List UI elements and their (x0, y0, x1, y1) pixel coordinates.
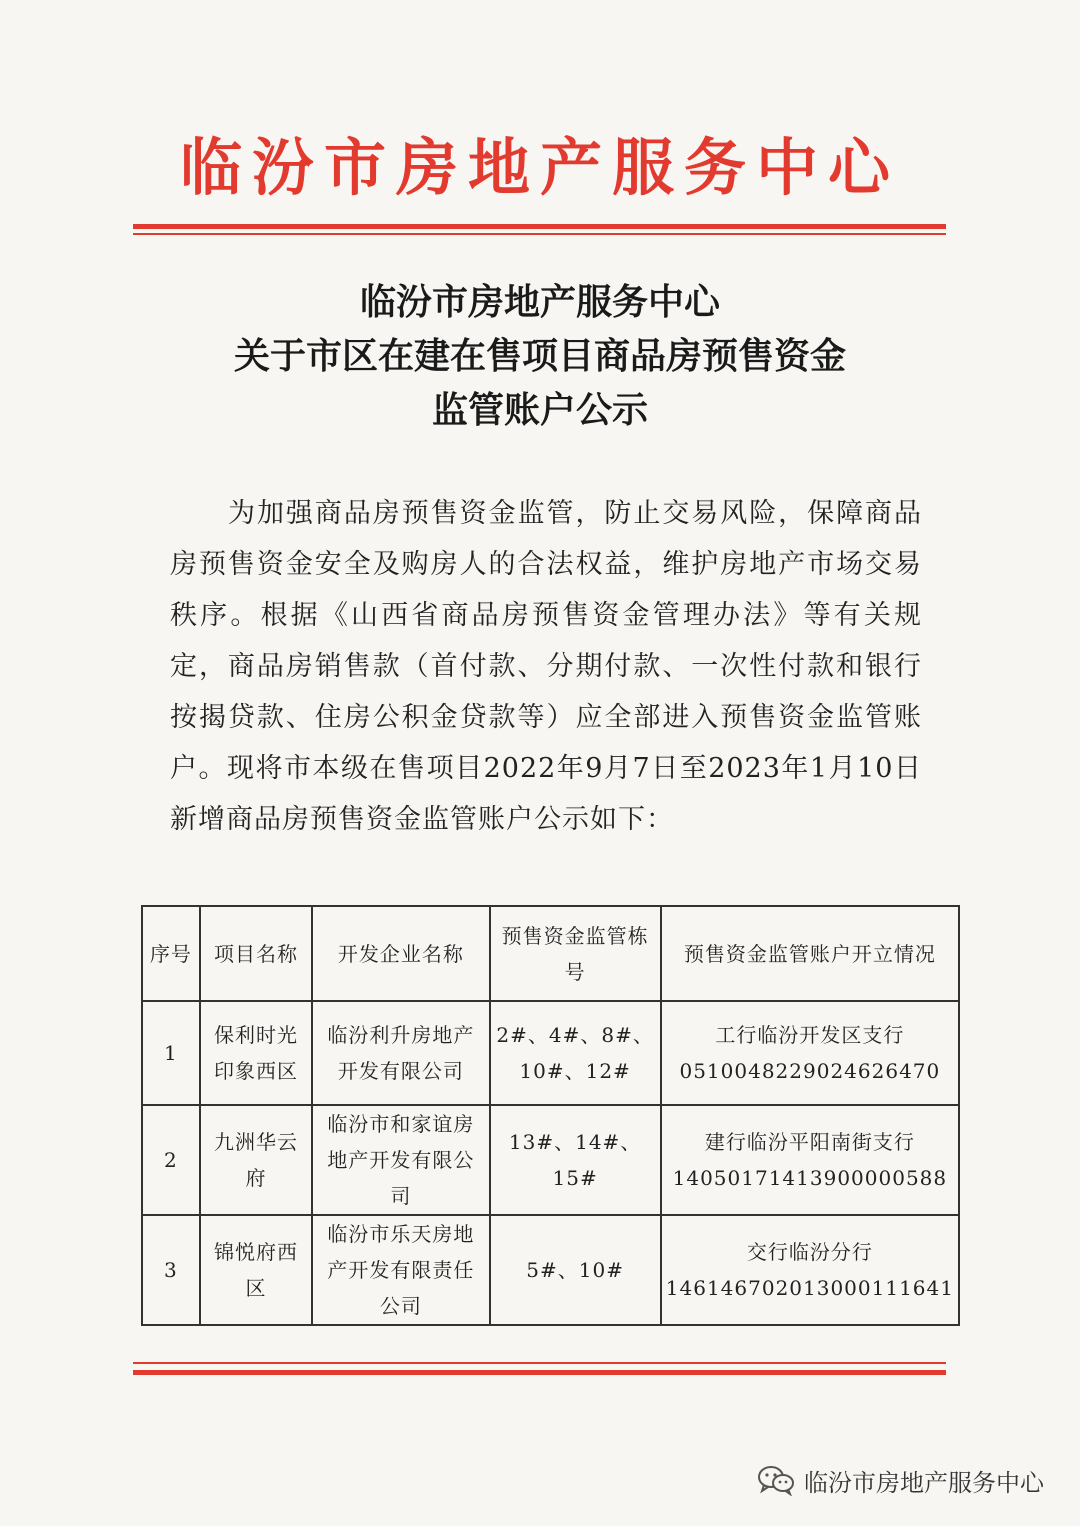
header-building-numbers: 预售资金监管栋号 (490, 906, 661, 1001)
header-developer-name: 开发企业名称 (312, 906, 489, 1001)
cell-serial-no: 2 (142, 1105, 200, 1215)
cell-account-number: 146146702013000111641 (665, 1276, 954, 1300)
header-project-name: 项目名称 (200, 906, 312, 1001)
table-row (142, 1001, 959, 1105)
cell-serial-no: 3 (142, 1215, 200, 1325)
cell-project-name: 锦悦府西区 (200, 1215, 312, 1325)
document-title-line-2: 关于市区在建在售项目商品房预售资金 (233, 336, 846, 377)
wechat-icon (756, 1464, 796, 1496)
table-row (142, 1215, 959, 1325)
cell-building-numbers: 2#、4#、8#、10#、12# (490, 1001, 661, 1105)
cell-developer-name: 临汾市乐天房地产开发有限责任公司 (312, 1215, 489, 1325)
cell-project-name: 保利时光印象西区 (200, 1001, 312, 1105)
cell-account-info (661, 1001, 959, 1105)
document-title (0, 276, 1080, 438)
cell-building-numbers: 5#、10# (490, 1215, 661, 1325)
header-account-info: 预售资金监管账户开立情况 (661, 906, 959, 1001)
cell-bank-branch: 工行临汾开发区支行 (715, 1023, 905, 1047)
footer-rule-thin (133, 1362, 946, 1364)
watermark-text: 临汾市房地产服务中心 (804, 1468, 1044, 1497)
cell-bank-branch: 交行临汾分行 (746, 1240, 873, 1264)
letterhead-rule-thick (133, 224, 946, 229)
table-header-row (142, 906, 959, 1001)
cell-project-name: 九洲华云府 (200, 1105, 312, 1215)
supervision-accounts-table (141, 905, 960, 1326)
wechat-watermark (756, 1458, 1044, 1502)
cell-account-number: 14050171413900000588 (672, 1166, 948, 1190)
cell-account-number: 0510048229024626470 (679, 1059, 941, 1083)
header-serial-no: 序号 (142, 906, 200, 1001)
cell-account-info (661, 1105, 959, 1215)
notice-paragraph: 为加强商品房预售资金监管，防止交易风险，保障商品房预售资金安全及购房人的合法权益，维护房地产市场交易秩序。根据《山西省商品房预售资金管理办法》等有关规定，商品房销售款（首付款、分期付款、一次性付款和银行按揭贷款、住房公积金贷款等）应全部进入预售资金监管账户。现将市本级在售项目2022年9月7日至2023年1月10日新增商品房预售资金监管账户公示如下： (170, 498, 922, 835)
letterhead-org-name: 临汾市房地产服务中心 (179, 131, 900, 204)
letterhead-rule-thin (133, 233, 946, 235)
cell-developer-name: 临汾利升房地产开发有限公司 (312, 1001, 489, 1105)
cell-serial-no: 1 (142, 1001, 200, 1105)
footer-rule-thick (133, 1370, 946, 1375)
document-title-line-3: 监管账户公示 (431, 390, 648, 431)
cell-building-numbers: 13#、14#、15# (490, 1105, 661, 1215)
table-row (142, 1105, 959, 1215)
cell-bank-branch: 建行临汾平阳南街支行 (704, 1130, 915, 1154)
cell-developer-name: 临汾市和家谊房地产开发有限公司 (312, 1105, 489, 1215)
cell-account-info (661, 1215, 959, 1325)
document-title-line-1: 临汾市房地产服务中心 (359, 282, 720, 323)
notice-body (170, 488, 922, 845)
